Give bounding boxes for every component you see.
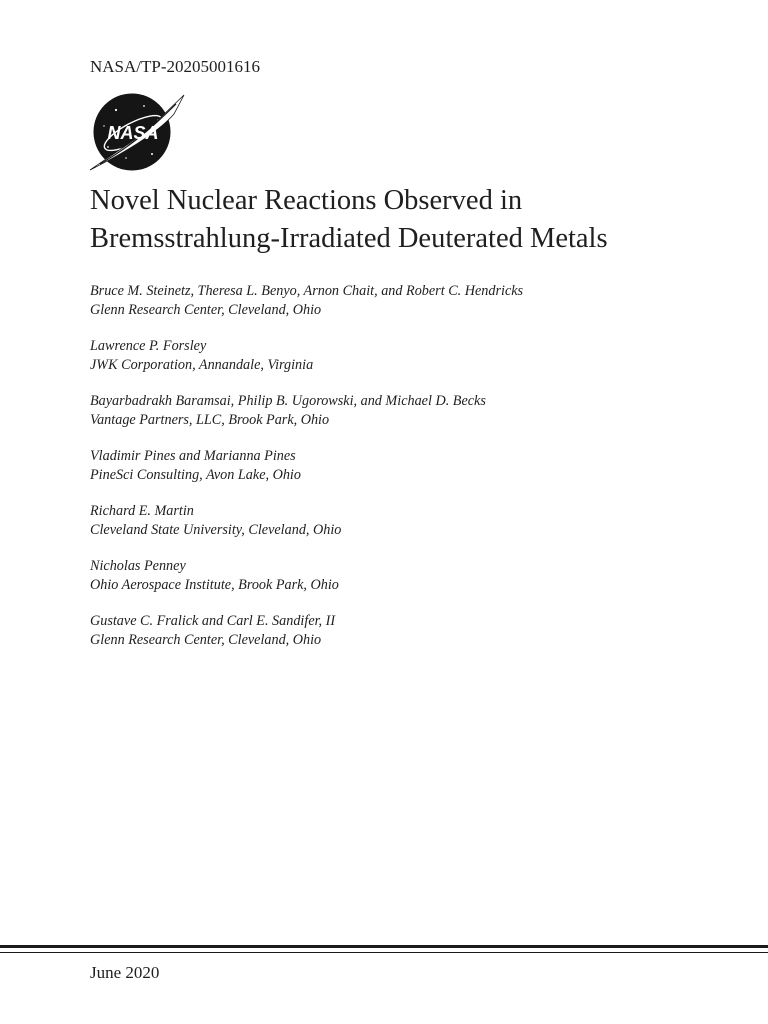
author-group [90, 502, 730, 540]
author-affiliation: Ohio Aerospace Institute, Brook Park, Ohio [90, 577, 339, 593]
author-affiliation: Vantage Partners, LLC, Brook Park, Ohio [90, 412, 330, 428]
author-group [90, 337, 730, 375]
title-line-2: Bremsstrahlung-Irradiated Deuterated Metals [90, 223, 608, 254]
author-group [90, 612, 730, 650]
author-affiliation: PineSci Consulting, Avon Lake, Ohio [90, 467, 301, 483]
author-affiliation: JWK Corporation, Annandale, Virginia [90, 357, 314, 373]
footer-rule-thick [0, 945, 768, 948]
author-names: Vladimir Pines and Marianna Pines [90, 448, 296, 464]
title-line-1: Novel Nuclear Reactions Observed in [90, 185, 523, 216]
author-names: Bruce M. Steinetz, Theresa L. Benyo, Arnon Chait, and Robert C. Hendricks [90, 283, 524, 299]
document-title [90, 182, 730, 258]
author-group [90, 282, 730, 320]
author-affiliation: Glenn Research Center, Cleveland, Ohio [90, 302, 322, 318]
publication-date: June 2020 [90, 963, 160, 982]
author-affiliation: Cleveland State University, Cleveland, Ohio [90, 522, 342, 538]
nasa-logo-icon [86, 92, 186, 174]
author-group [90, 447, 730, 485]
report-number: NASA/TP-20205001616 [90, 57, 261, 76]
footer-rule-thin [0, 952, 768, 953]
author-group [90, 392, 730, 430]
author-names: Lawrence P. Forsley [90, 338, 207, 354]
author-names: Nicholas Penney [90, 558, 186, 574]
author-affiliation: Glenn Research Center, Cleveland, Ohio [90, 632, 322, 648]
author-names: Bayarbadrakh Baramsai, Philip B. Ugorowski, and Michael D. Becks [90, 393, 486, 409]
logo-text: NASA [107, 123, 159, 143]
author-list [90, 282, 730, 667]
author-group [90, 557, 730, 595]
author-names: Richard E. Martin [90, 503, 194, 519]
author-names: Gustave C. Fralick and Carl E. Sandifer, II [90, 613, 336, 629]
